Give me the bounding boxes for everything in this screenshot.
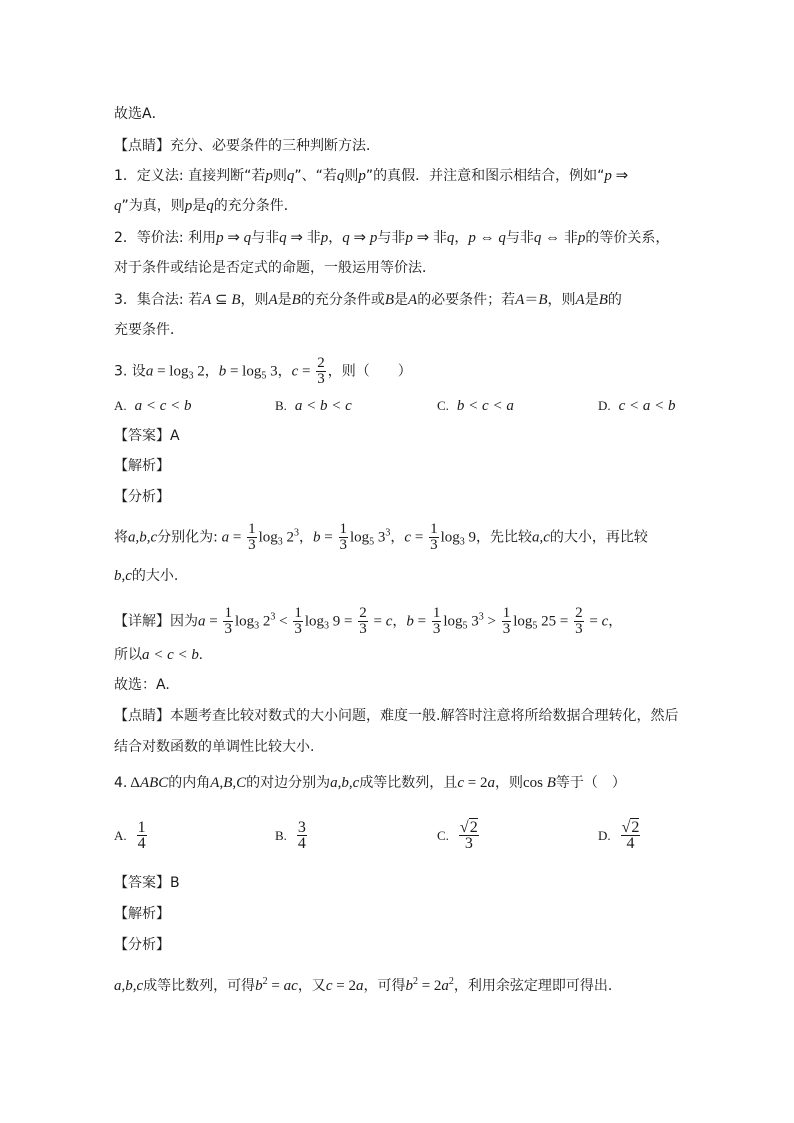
math: = [411, 529, 428, 546]
math: 3 [467, 613, 479, 630]
math: A [202, 292, 212, 308]
fraction: $\frac{1}{3}$ [248, 521, 256, 553]
jiexi-3 [114, 456, 170, 476]
text: 故选：A. [114, 677, 170, 693]
math: 2 [448, 976, 454, 987]
section-tag: 【解析】 [114, 906, 170, 922]
math: 3 [277, 536, 283, 548]
math: 3 [188, 370, 194, 382]
math: q [114, 198, 122, 214]
math: q [446, 230, 455, 246]
option-expr: c < a < b [618, 398, 676, 414]
text: 则 [272, 168, 287, 184]
math: q [336, 168, 345, 184]
math: q [533, 230, 542, 246]
jiexi-4 [114, 904, 170, 924]
fraction: $\frac{2}{3}$ [359, 605, 367, 637]
text: ，又 [297, 978, 326, 994]
math: . [198, 647, 203, 663]
math: B [384, 292, 395, 308]
math: p [405, 230, 413, 246]
math: c [543, 529, 550, 546]
math: log [304, 613, 325, 630]
math: A [210, 775, 220, 791]
text: 2．等价法: 利用 [114, 230, 217, 246]
math: 9 = [329, 613, 357, 630]
math: = [369, 613, 386, 630]
math: B [598, 292, 608, 308]
math: ⇒ [223, 230, 244, 246]
option-label: C. [437, 398, 449, 413]
text: ， [277, 363, 292, 380]
math: p [320, 230, 329, 246]
text: ”、“若 [294, 168, 337, 184]
math: ⇒ [349, 230, 370, 246]
math: c [457, 775, 464, 791]
method-2-line [114, 228, 669, 248]
math: ABC [139, 775, 169, 791]
sqrt-symbol: √ [621, 819, 631, 836]
math: log [443, 613, 463, 630]
math: a [487, 775, 495, 791]
numerator: 2 [631, 819, 640, 836]
math: = [585, 613, 602, 630]
option-label: A. [114, 827, 127, 843]
math: C [236, 775, 247, 791]
text: ”的真假．并注意和图示相结合，例如“ [365, 168, 605, 184]
option-expr: a < c < b [134, 398, 192, 414]
math: ⇒ [412, 230, 433, 246]
conclusion-line [114, 104, 166, 124]
math: Δ [127, 775, 140, 791]
math: 2 [282, 529, 295, 546]
analysis-4-line [114, 972, 612, 996]
math: p [369, 230, 378, 246]
math: ⊆ [211, 292, 232, 308]
fraction: $\frac{1}{3}$ [432, 605, 441, 637]
option-label: A. [114, 398, 127, 413]
math: c [325, 978, 333, 994]
math: 5 [369, 536, 375, 548]
fraction: $\frac{1}{3}$ [502, 605, 511, 637]
math: = 2 [332, 978, 356, 994]
text: 的内角 [168, 775, 211, 791]
answer-value: A [170, 428, 180, 444]
text: ＝ [524, 292, 539, 308]
math: 3 [374, 529, 386, 546]
text: 的充分条件． [213, 198, 298, 214]
q4-option-a [114, 820, 149, 851]
math: q [498, 230, 506, 246]
math: a [355, 978, 364, 994]
math: B [538, 292, 548, 308]
text: 与非 [251, 230, 280, 246]
math: p [604, 168, 612, 184]
math: 25 = [537, 613, 573, 630]
math: = log [153, 363, 189, 380]
math: , [219, 775, 224, 791]
math: p [577, 230, 586, 246]
text: ，先比较 [475, 529, 532, 546]
math: p [358, 168, 366, 184]
q3-option-a [114, 396, 192, 416]
math: , [121, 978, 126, 994]
section-tag: 【点睛】 [114, 138, 170, 154]
math: 5 [261, 370, 267, 382]
math: b [139, 529, 147, 546]
text: 充要条件． [114, 322, 184, 338]
section-tag: 【点睛】 [114, 708, 170, 724]
text: 成等比数列，且 [359, 775, 458, 791]
text: 成等比数列，可得 [143, 978, 256, 994]
method-1-line [114, 166, 628, 186]
math: ac [283, 978, 298, 994]
denominator: 3 [464, 835, 473, 852]
method-3-line-cont [114, 320, 184, 340]
math: b [114, 568, 122, 584]
text: 分别化为: [157, 529, 218, 546]
question-4 [114, 773, 626, 793]
section-tag: 【答案】 [114, 875, 170, 891]
text: 等于（ ） [555, 775, 626, 791]
answer-3 [114, 426, 180, 446]
text: 充分、必要条件的三种判断方法． [170, 138, 380, 154]
math: log [513, 613, 533, 630]
math: cos [522, 775, 543, 791]
math: 3 [270, 611, 276, 623]
math: b [405, 978, 413, 994]
q3-option-c [437, 396, 514, 416]
math: a [531, 529, 540, 546]
text: 非 [563, 230, 578, 246]
text: ， [454, 230, 469, 246]
math: = [320, 529, 337, 546]
text: 非 [432, 230, 447, 246]
math: , [337, 775, 342, 791]
math: c [385, 613, 393, 630]
text: ， [299, 529, 314, 546]
math: a [114, 978, 122, 994]
math: B [291, 292, 301, 308]
option-expr: a < b < c [294, 398, 352, 414]
math: A [575, 292, 585, 308]
math: , [232, 775, 237, 791]
math: = log [226, 363, 262, 380]
math: a [217, 529, 230, 546]
math: a [145, 363, 154, 380]
text: 是 [192, 198, 207, 214]
denominator: 4 [137, 835, 146, 852]
math: q [342, 230, 350, 246]
math: 5 [532, 620, 538, 632]
option-expr: b < c < a [456, 398, 514, 414]
math: q [243, 230, 252, 246]
math: 3 [478, 611, 484, 623]
option-label: D. [598, 398, 611, 413]
math: 2 [259, 613, 271, 630]
analysis-line [114, 522, 648, 553]
section-tag: 【详解】 [114, 613, 170, 630]
math: = [298, 363, 315, 380]
math: , [539, 529, 544, 546]
question-3 [114, 356, 412, 387]
text: 本题考查比较对数式的大小问题，难度一般.解答时注意将所给数据合理转化，然后 [170, 708, 679, 724]
math: A [515, 292, 525, 308]
math: ⇔ [541, 230, 564, 246]
text: 与非 [505, 230, 534, 246]
text: 3．集合法: 若 [114, 292, 203, 308]
text: 的必要条件；若 [417, 292, 516, 308]
math: 2 [262, 976, 268, 987]
math: c [404, 529, 412, 546]
text: 的等价关系， [585, 230, 670, 246]
math: b [313, 529, 321, 546]
text: 故选A． [114, 106, 166, 122]
math: A [408, 292, 418, 308]
text: 对于条件或结论是否定式的命题，一般运用等价法． [114, 260, 436, 276]
text: 3. 设 [114, 363, 146, 380]
math: 5 [462, 620, 468, 632]
math: = [267, 978, 284, 994]
math: = 2 [463, 775, 488, 791]
math: 3 [324, 620, 330, 632]
q3-option-b [275, 396, 352, 416]
math: c [352, 775, 360, 791]
math: q [279, 230, 287, 246]
math: log [258, 529, 278, 546]
math: a [198, 613, 206, 630]
math: a < c < b [142, 647, 199, 663]
text: ，可得 [363, 978, 406, 994]
section-tag: 【分析】 [114, 937, 170, 953]
denominator: 4 [626, 835, 635, 852]
math: = [413, 613, 430, 630]
text: 是 [394, 292, 409, 308]
math: 2 [412, 976, 418, 987]
math: c [601, 613, 609, 630]
text: ， [328, 230, 343, 246]
math: 3 [266, 363, 278, 380]
method-1-line-cont [114, 196, 298, 216]
math: b [406, 613, 414, 630]
fraction: $\frac{1}{3}$ [294, 605, 302, 637]
answer-value: B [170, 875, 180, 891]
q4-option-d [598, 820, 642, 851]
numerator: 2 [469, 819, 478, 836]
math: = [205, 613, 222, 630]
math: , [132, 978, 137, 994]
text: 与非 [377, 230, 406, 246]
math: 3 [459, 536, 465, 548]
text: 将 [114, 529, 128, 546]
text: ，则（ ） [327, 363, 412, 380]
math: a [128, 529, 136, 546]
math: log [440, 529, 460, 546]
math: c [150, 529, 158, 546]
tip-line-cont [114, 737, 314, 757]
option-label: C. [437, 827, 449, 843]
math: 3 [254, 620, 260, 632]
section-tag: 【解析】 [114, 458, 170, 474]
fenxi-3 [114, 487, 170, 507]
math: 3 [294, 527, 300, 539]
math: , [348, 775, 353, 791]
math: = 2 [417, 978, 442, 994]
text: 所以 [114, 647, 142, 663]
math: < [275, 613, 292, 630]
detail-line [114, 606, 622, 637]
math: ⇒ [611, 168, 629, 184]
math: B [542, 775, 556, 791]
answer-4 [114, 873, 180, 893]
choose-line [114, 675, 170, 695]
text: 则 [344, 168, 359, 184]
option-fraction [297, 820, 307, 851]
text: 非 [306, 230, 321, 246]
q4-option-b [275, 820, 309, 851]
therefore-line [114, 645, 203, 665]
text: 是 [584, 292, 599, 308]
math: log [234, 613, 255, 630]
text: 1．定义法: 直接判断“若 [114, 168, 266, 184]
math: ⇒ [286, 230, 307, 246]
fraction: $\frac{2}{3}$ [575, 605, 583, 637]
text: 的大小，再比较 [549, 529, 648, 546]
denominator: 4 [297, 835, 306, 852]
math: b [218, 363, 227, 380]
math: = [229, 529, 246, 546]
math: A [268, 292, 278, 308]
text: 是 [277, 292, 292, 308]
math: > [483, 613, 500, 630]
option-fraction [621, 820, 641, 851]
option-fraction [137, 820, 147, 851]
tip-heading-line [114, 136, 380, 156]
tip-line [114, 706, 678, 726]
math: b [341, 775, 349, 791]
numerator: 1 [137, 819, 146, 836]
text: 因为 [170, 613, 198, 630]
fraction: $\frac{2}{3}$ [317, 355, 325, 387]
text: ，利用余弦定理即可得出. [453, 978, 613, 994]
math: ⇔ [475, 230, 499, 246]
text: 的对边分别为 [246, 775, 331, 791]
math: , [146, 529, 151, 546]
section-tag: 【答案】 [114, 428, 170, 444]
q3-option-d [598, 396, 676, 416]
method-3-line [114, 290, 622, 310]
math: , [121, 568, 126, 584]
section-tag: 【分析】 [114, 489, 170, 505]
text: 结合对数函数的单调性比较大小. [114, 739, 315, 755]
fraction: $\frac{1}{3}$ [430, 521, 438, 553]
math: q [206, 198, 214, 214]
math: b [125, 978, 133, 994]
math: q [286, 168, 295, 184]
text: ，则 [494, 775, 523, 791]
math: a [330, 775, 338, 791]
text: ， [390, 529, 405, 546]
math: b [255, 978, 263, 994]
analysis-line-cont [114, 566, 178, 586]
math: B [231, 292, 241, 308]
math: 3 [385, 527, 391, 539]
math: c [291, 363, 299, 380]
text: 的 [607, 292, 622, 308]
text: ， [392, 613, 407, 630]
q4-option-c [437, 820, 481, 851]
math: log [350, 529, 370, 546]
math: 9 [464, 529, 476, 546]
option-label: B. [275, 398, 287, 413]
fraction: $\frac{1}{3}$ [224, 605, 232, 637]
option-label: D. [598, 827, 611, 843]
math: p [468, 230, 476, 246]
fenxi-4 [114, 935, 170, 955]
text: 的充分条件或 [300, 292, 385, 308]
numerator: 3 [297, 819, 306, 836]
text: 的大小. [131, 568, 179, 584]
text: ，则 [240, 292, 269, 308]
text: ，则 [547, 292, 576, 308]
math: B [223, 775, 233, 791]
text: ”为真，则 [121, 198, 185, 214]
option-fraction [459, 820, 479, 851]
sqrt-symbol: √ [459, 819, 469, 836]
math: c [125, 568, 132, 584]
text: 4. [114, 775, 128, 791]
math: , [135, 529, 140, 546]
method-2-line-cont [114, 258, 436, 278]
math: p [184, 198, 193, 214]
text: ， [608, 613, 623, 630]
option-label: B. [275, 827, 287, 843]
math: 2 [193, 363, 205, 380]
math: p [216, 230, 224, 246]
math: p [265, 168, 273, 184]
text: ， [204, 363, 219, 380]
fraction: $\frac{1}{3}$ [339, 521, 347, 553]
math: c [136, 978, 144, 994]
math: a [441, 978, 449, 994]
